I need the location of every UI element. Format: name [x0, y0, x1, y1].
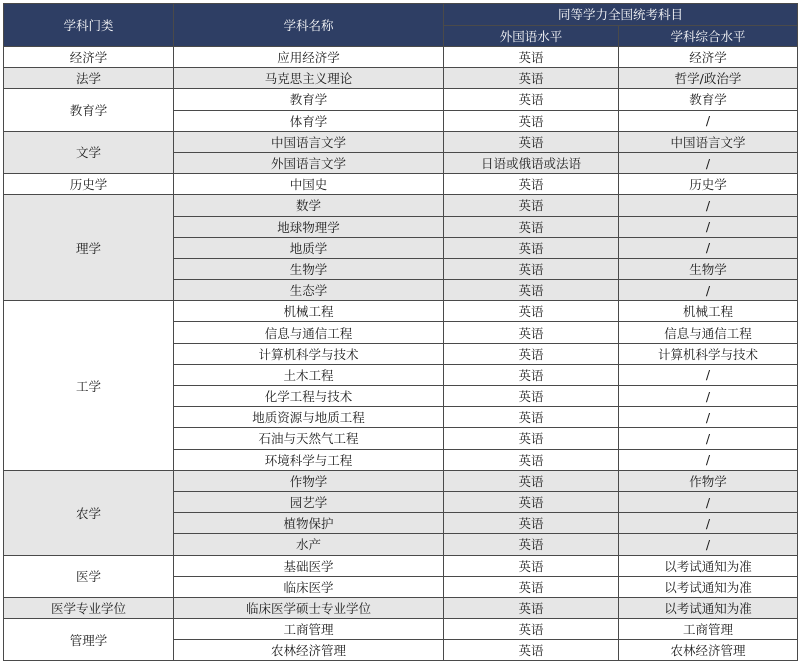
category-cell: 文学 [4, 131, 174, 173]
comprehensive-cell: / [619, 428, 798, 449]
comprehensive-cell: / [619, 195, 798, 216]
foreign-language-cell: 英语 [444, 216, 619, 237]
foreign-language-cell: 英语 [444, 386, 619, 407]
subject-cell: 植物保护 [174, 513, 444, 534]
category-cell: 法学 [4, 68, 174, 89]
foreign-language-cell: 英语 [444, 68, 619, 89]
comprehensive-cell: / [619, 216, 798, 237]
table-row [4, 470, 798, 491]
foreign-language-cell: 英语 [444, 555, 619, 576]
subject-cell: 水产 [174, 534, 444, 555]
subject-cell: 中国史 [174, 174, 444, 195]
foreign-language-cell: 英语 [444, 322, 619, 343]
header-comprehensive: 学科综合水平 [619, 25, 798, 47]
comprehensive-cell: / [619, 449, 798, 470]
table-row [4, 301, 798, 322]
table-row [4, 174, 798, 195]
foreign-language-cell: 英语 [444, 174, 619, 195]
category-cell: 医学专业学位 [4, 597, 174, 618]
subject-cell: 应用经济学 [174, 47, 444, 68]
subject-cell: 临床医学硕士专业学位 [174, 597, 444, 618]
subject-cell: 计算机科学与技术 [174, 343, 444, 364]
comprehensive-cell: 作物学 [619, 470, 798, 491]
comprehensive-cell: 计算机科学与技术 [619, 343, 798, 364]
foreign-language-cell: 英语 [444, 513, 619, 534]
foreign-language-cell: 英语 [444, 131, 619, 152]
foreign-language-cell: 英语 [444, 470, 619, 491]
comprehensive-cell: 教育学 [619, 89, 798, 110]
table-row [4, 47, 798, 68]
comprehensive-cell: / [619, 407, 798, 428]
comprehensive-cell: 以考试通知为准 [619, 597, 798, 618]
foreign-language-cell: 英语 [444, 258, 619, 279]
table-body [4, 47, 798, 661]
comprehensive-cell: / [619, 364, 798, 385]
comprehensive-cell: 以考试通知为准 [619, 555, 798, 576]
subject-cell: 作物学 [174, 470, 444, 491]
subject-cell: 马克思主义理论 [174, 68, 444, 89]
comprehensive-cell: / [619, 491, 798, 512]
header-row-top [4, 4, 798, 26]
header-exam-group: 同等学力全国统考科目 [444, 4, 798, 26]
subject-cell: 工商管理 [174, 619, 444, 640]
comprehensive-cell: / [619, 513, 798, 534]
foreign-language-cell: 日语或俄语或法语 [444, 152, 619, 173]
category-cell: 医学 [4, 555, 174, 597]
foreign-language-cell: 英语 [444, 407, 619, 428]
header-category: 学科门类 [4, 4, 174, 47]
subject-cell: 生物学 [174, 258, 444, 279]
table-row [4, 89, 798, 110]
foreign-language-cell: 英语 [444, 364, 619, 385]
table-container [3, 3, 798, 661]
table-row [4, 68, 798, 89]
comprehensive-cell: / [619, 534, 798, 555]
foreign-language-cell: 英语 [444, 89, 619, 110]
comprehensive-cell: 历史学 [619, 174, 798, 195]
header-subject: 学科名称 [174, 4, 444, 47]
subject-cell: 教育学 [174, 89, 444, 110]
foreign-language-cell: 英语 [444, 491, 619, 512]
comprehensive-cell: 中国语言文学 [619, 131, 798, 152]
category-cell: 农学 [4, 470, 174, 555]
subject-cell: 环境科学与工程 [174, 449, 444, 470]
subject-cell: 中国语言文学 [174, 131, 444, 152]
category-cell: 教育学 [4, 89, 174, 131]
subject-cell: 信息与通信工程 [174, 322, 444, 343]
subject-cell: 地球物理学 [174, 216, 444, 237]
subject-cell: 地质资源与地质工程 [174, 407, 444, 428]
subject-cell: 化学工程与技术 [174, 386, 444, 407]
subject-cell: 园艺学 [174, 491, 444, 512]
comprehensive-cell: 工商管理 [619, 619, 798, 640]
category-cell: 历史学 [4, 174, 174, 195]
foreign-language-cell: 英语 [444, 597, 619, 618]
subject-cell: 基础医学 [174, 555, 444, 576]
comprehensive-cell: 经济学 [619, 47, 798, 68]
table-row [4, 555, 798, 576]
foreign-language-cell: 英语 [444, 237, 619, 258]
foreign-language-cell: 英语 [444, 576, 619, 597]
comprehensive-cell: 生物学 [619, 258, 798, 279]
category-cell: 管理学 [4, 619, 174, 661]
foreign-language-cell: 英语 [444, 428, 619, 449]
table-row [4, 131, 798, 152]
foreign-language-cell: 英语 [444, 619, 619, 640]
foreign-language-cell: 英语 [444, 640, 619, 661]
subject-cell: 机械工程 [174, 301, 444, 322]
comprehensive-cell: / [619, 237, 798, 258]
table-row [4, 195, 798, 216]
comprehensive-cell: / [619, 280, 798, 301]
exam-subjects-table [3, 3, 798, 661]
foreign-language-cell: 英语 [444, 449, 619, 470]
category-cell: 理学 [4, 195, 174, 301]
foreign-language-cell: 英语 [444, 343, 619, 364]
comprehensive-cell: 机械工程 [619, 301, 798, 322]
foreign-language-cell: 英语 [444, 301, 619, 322]
foreign-language-cell: 英语 [444, 534, 619, 555]
subject-cell: 石油与天然气工程 [174, 428, 444, 449]
foreign-language-cell: 英语 [444, 47, 619, 68]
subject-cell: 体育学 [174, 110, 444, 131]
table-row [4, 619, 798, 640]
subject-cell: 地质学 [174, 237, 444, 258]
subject-cell: 数学 [174, 195, 444, 216]
foreign-language-cell: 英语 [444, 110, 619, 131]
comprehensive-cell: 以考试通知为准 [619, 576, 798, 597]
category-cell: 工学 [4, 301, 174, 471]
comprehensive-cell: 农林经济管理 [619, 640, 798, 661]
subject-cell: 农林经济管理 [174, 640, 444, 661]
table-row [4, 597, 798, 618]
comprehensive-cell: / [619, 110, 798, 131]
subject-cell: 临床医学 [174, 576, 444, 597]
foreign-language-cell: 英语 [444, 195, 619, 216]
subject-cell: 土木工程 [174, 364, 444, 385]
table-header [4, 4, 798, 47]
category-cell: 经济学 [4, 47, 174, 68]
comprehensive-cell: 哲学/政治学 [619, 68, 798, 89]
foreign-language-cell: 英语 [444, 280, 619, 301]
comprehensive-cell: / [619, 152, 798, 173]
header-foreign-language: 外国语水平 [444, 25, 619, 47]
subject-cell: 外国语言文学 [174, 152, 444, 173]
comprehensive-cell: 信息与通信工程 [619, 322, 798, 343]
subject-cell: 生态学 [174, 280, 444, 301]
comprehensive-cell: / [619, 386, 798, 407]
